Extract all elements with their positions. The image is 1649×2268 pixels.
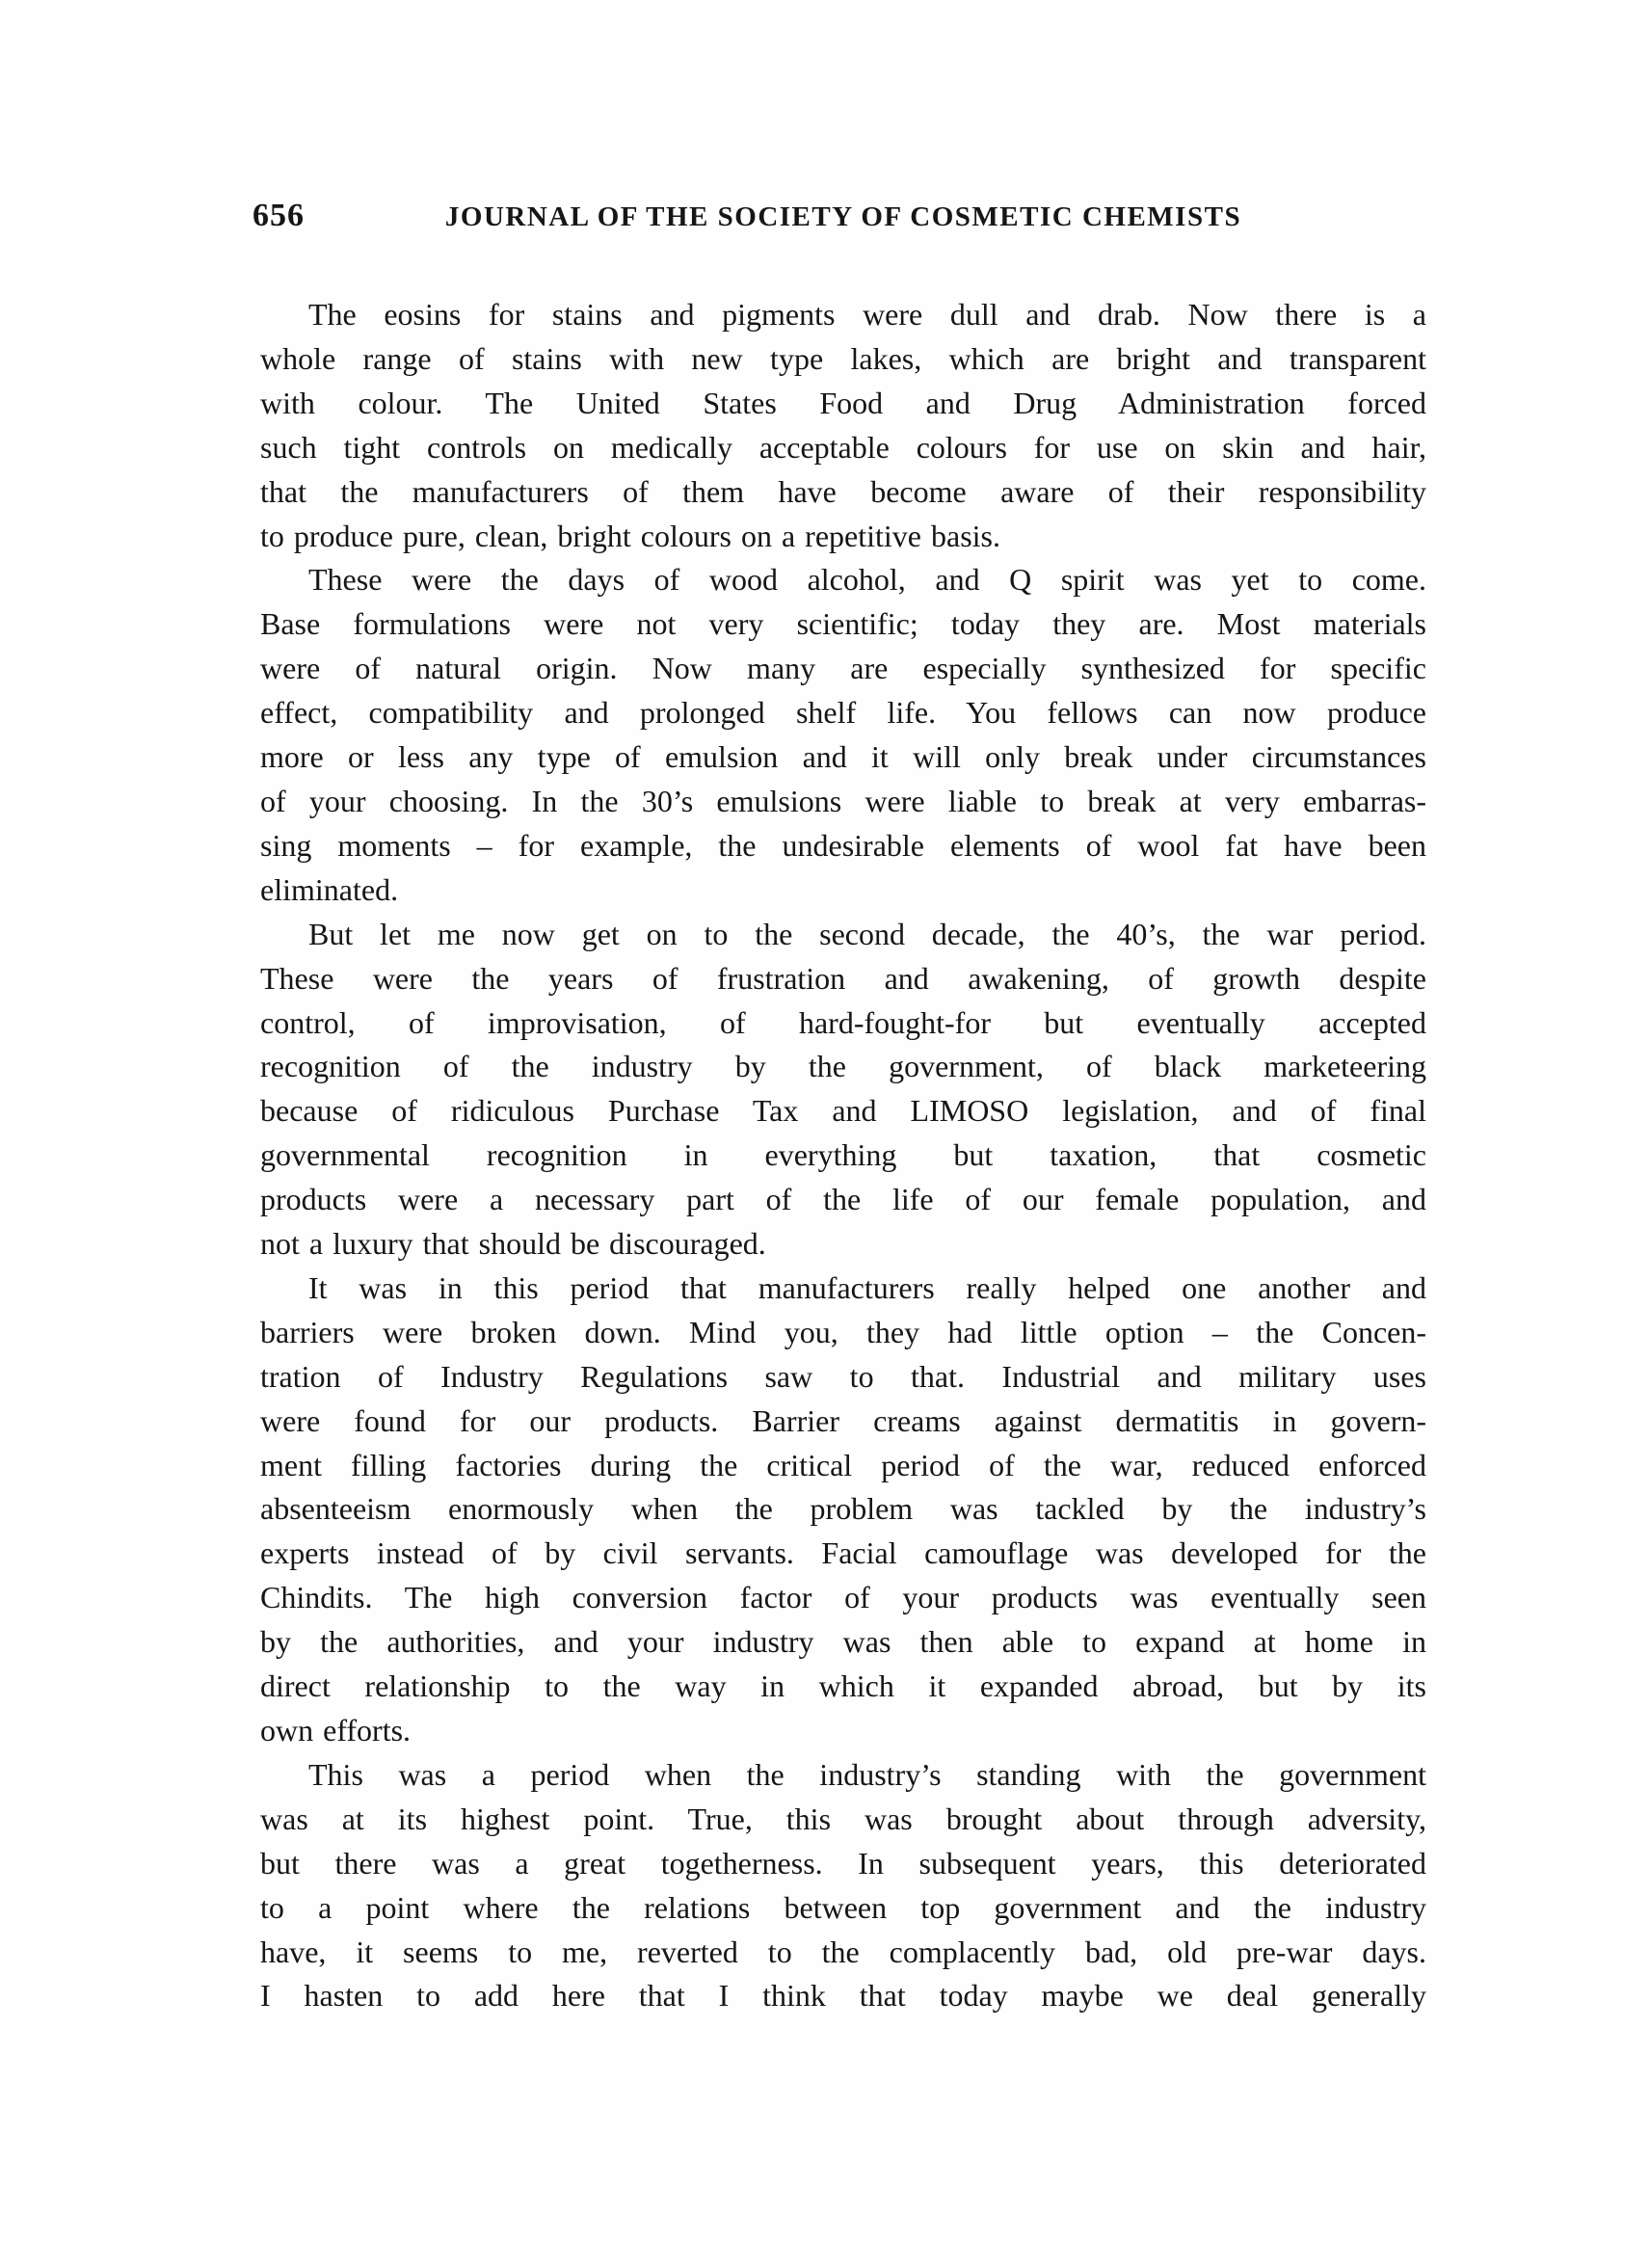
text-line: not a luxury that should be discouraged. — [260, 1226, 766, 1262]
text-line: Chindits. The high conversion factor of your products was eventually seen — [260, 1580, 1426, 1615]
text-line: were found for our products. Barrier creams against dermatitis in govern- — [260, 1402, 1426, 1438]
text-line: effect, compatibility and prolonged shelf life. You fellows can now produce — [260, 695, 1426, 731]
text-line: It was in this period that manufacturers really helped one another and — [308, 1269, 1426, 1305]
text-line: This was a period when the industry’s standing with the government — [308, 1756, 1426, 1792]
text-line: whole range of stains with new type lakes, which are bright and transparent — [260, 340, 1426, 376]
text-line: such tight controls on medically acceptable colours for use on skin and hair, — [260, 429, 1426, 465]
text-line: I hasten to add here that I think that today maybe we deal generally — [260, 1978, 1426, 2014]
page-content — [253, 198, 1426, 2018]
page-number: 656 — [253, 198, 305, 233]
text-line: of your choosing. In the 30’s emulsions were liable to break at very embarras- — [260, 783, 1426, 818]
text-line: sing moments – for example, the undesirable elements of wool fat have been — [260, 827, 1426, 863]
text-line: absenteeism enormously when the problem was tackled by the industry’s — [260, 1491, 1426, 1527]
text-line: to a point where the relations between top government and the industry — [260, 1889, 1426, 1925]
text-line: These were the years of frustration and awakening, of growth despite — [260, 960, 1426, 996]
text-line: But let me now get on to the second decade, the 40’s, the war period. — [308, 916, 1426, 951]
text-line: eliminated. — [260, 871, 399, 907]
text-line: barriers were broken down. Mind you, they had little option – the Concen- — [260, 1314, 1426, 1349]
text-line: Base formulations were not very scientific; today they are. Most materials — [260, 606, 1426, 642]
text-line: The eosins for stains and pigments were dull and drab. Now there is a — [308, 297, 1426, 332]
text-line: These were the days of wood alcohol, and Q spirit was yet to come. — [308, 562, 1426, 598]
text-line: was at its highest point. True, this was brought about through adversity, — [260, 1801, 1426, 1836]
text-line: tration of Industry Regulations saw to that. Industrial and military uses — [260, 1358, 1426, 1394]
text-line: to produce pure, clean, bright colours on a repetitive basis. — [260, 518, 1000, 553]
paragraph — [260, 1753, 1426, 2018]
paragraph — [260, 1267, 1426, 1753]
text-line: were of natural origin. Now many are especially synthesized for specific — [260, 651, 1426, 686]
text-line: have, it seems to me, reverted to the complacently bad, old pre-war days. — [260, 1934, 1426, 1969]
text-line: control, of improvisation, of hard-fought-for but eventually accepted — [260, 1004, 1426, 1040]
paragraph — [260, 293, 1426, 558]
text-line: ment filling factories during the critical period of the war, reduced enforced — [260, 1447, 1426, 1482]
text-line: more or less any type of emulsion and it will only break under circumstances — [260, 739, 1426, 775]
text-line: own efforts. — [260, 1713, 412, 1748]
text-line: products were a necessary part of the life of our female population, and — [260, 1182, 1426, 1217]
text-line: experts instead of by civil servants. Facial camouflage was developed for the — [260, 1535, 1426, 1571]
text-line: that the manufacturers of them have become aware of their responsibility — [260, 473, 1426, 509]
page-header — [253, 198, 1426, 240]
running-head: JOURNAL OF THE SOCIETY OF COSMETIC CHEMISTS — [444, 201, 1242, 232]
text-line: because of ridiculous Purchase Tax and LIMOSO legislation, and of final — [260, 1093, 1426, 1129]
text-line: governmental recognition in everything but taxation, that cosmetic — [260, 1137, 1426, 1173]
text-line: recognition of the industry by the government, of black marketeering — [260, 1049, 1426, 1084]
text-line: with colour. The United States Food and Drug Administration forced — [260, 385, 1426, 420]
paragraph — [260, 558, 1426, 912]
body-paragraphs — [260, 293, 1426, 2018]
text-line: direct relationship to the way in which it expanded abroad, but by its — [260, 1668, 1426, 1704]
text-line: by the authorities, and your industry was then able to expand at home in — [260, 1624, 1426, 1660]
paragraph — [260, 913, 1426, 1267]
text-line: but there was a great togetherness. In subsequent years, this deteriorated — [260, 1845, 1426, 1881]
